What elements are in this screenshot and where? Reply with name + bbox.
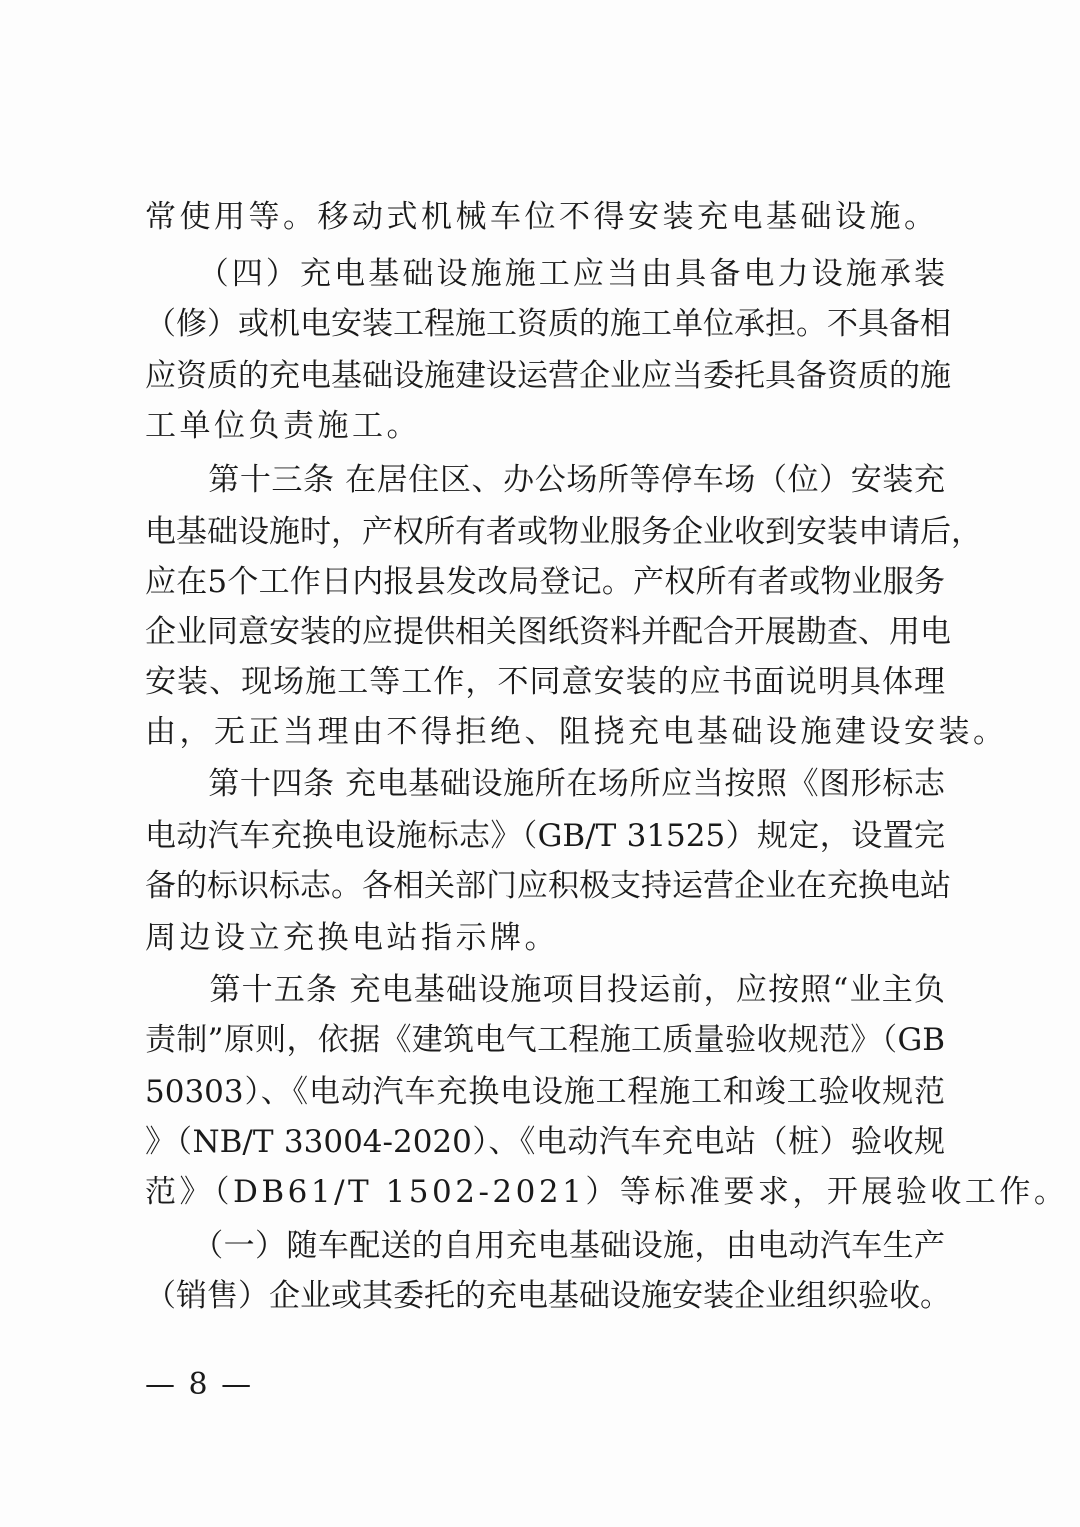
text-line: 》（NB/T 33004-2020）、《电动汽车充电站（桩）验收规	[145, 1124, 945, 1160]
text-line: 常使用等。移动式机械车位不得安装充电基础设施。	[145, 199, 939, 235]
text-line: 责制”原则，依据《建筑电气工程施工质量验收规范》（GB	[145, 1022, 945, 1058]
text-line: 企业同意安装的应提供相关图纸资料并配合开展勘查、用电	[145, 614, 951, 650]
text-line: （四）充电基础设施施工应当由具备电力设施承装	[145, 256, 945, 292]
text-line: 应资质的充电基础设施建设运营企业应当委托具备资质的施	[145, 358, 951, 394]
text-line: 应在5个工作日内报县发改局登记。产权所有者或物业服务	[145, 564, 945, 600]
text-line: 工单位负责施工。	[145, 408, 421, 444]
text-line: 第十五条 充电基础设施项目投运前，应按照“业主负	[145, 972, 945, 1008]
text-line: 安装、现场施工等工作，不同意安装的应书面说明具体理	[145, 664, 945, 700]
page-number: — 8 —	[145, 1367, 254, 1402]
text-line: 第十四条 充电基础设施所在场所应当按照《图形标志	[145, 766, 945, 802]
text-line: 电动汽车充换电设施标志》（GB/T 31525）规定，设置完	[145, 818, 945, 854]
text-line: 周边设立充换电站指示牌。	[145, 920, 559, 956]
text-line: 范》（DB61/T 1502-2021）等标准要求，开展验收工作。	[145, 1174, 1069, 1210]
text-line: 由，无正当理由不得拒绝、阻挠充电基础设施建设安装。	[145, 714, 1008, 750]
text-line: 电基础设施时，产权所有者或物业服务企业收到安装申请后，	[145, 514, 982, 550]
text-line: （一）随车配送的自用充电基础设施，由电动汽车生产	[145, 1228, 945, 1264]
text-line: （修）或机电安装工程施工资质的施工单位承担。不具备相	[145, 306, 951, 342]
text-line: 备的标识标志。各相关部门应积极支持运营企业在充换电站	[145, 868, 951, 904]
text-line: （销售）企业或其委托的充电基础设施安装企业组织验收。	[145, 1278, 951, 1314]
text-line: 50303）、《电动汽车充换电设施工程施工和竣工验收规范	[145, 1074, 945, 1110]
text-line: 第十三条 在居住区、办公场所等停车场（位）安装充	[145, 462, 945, 498]
